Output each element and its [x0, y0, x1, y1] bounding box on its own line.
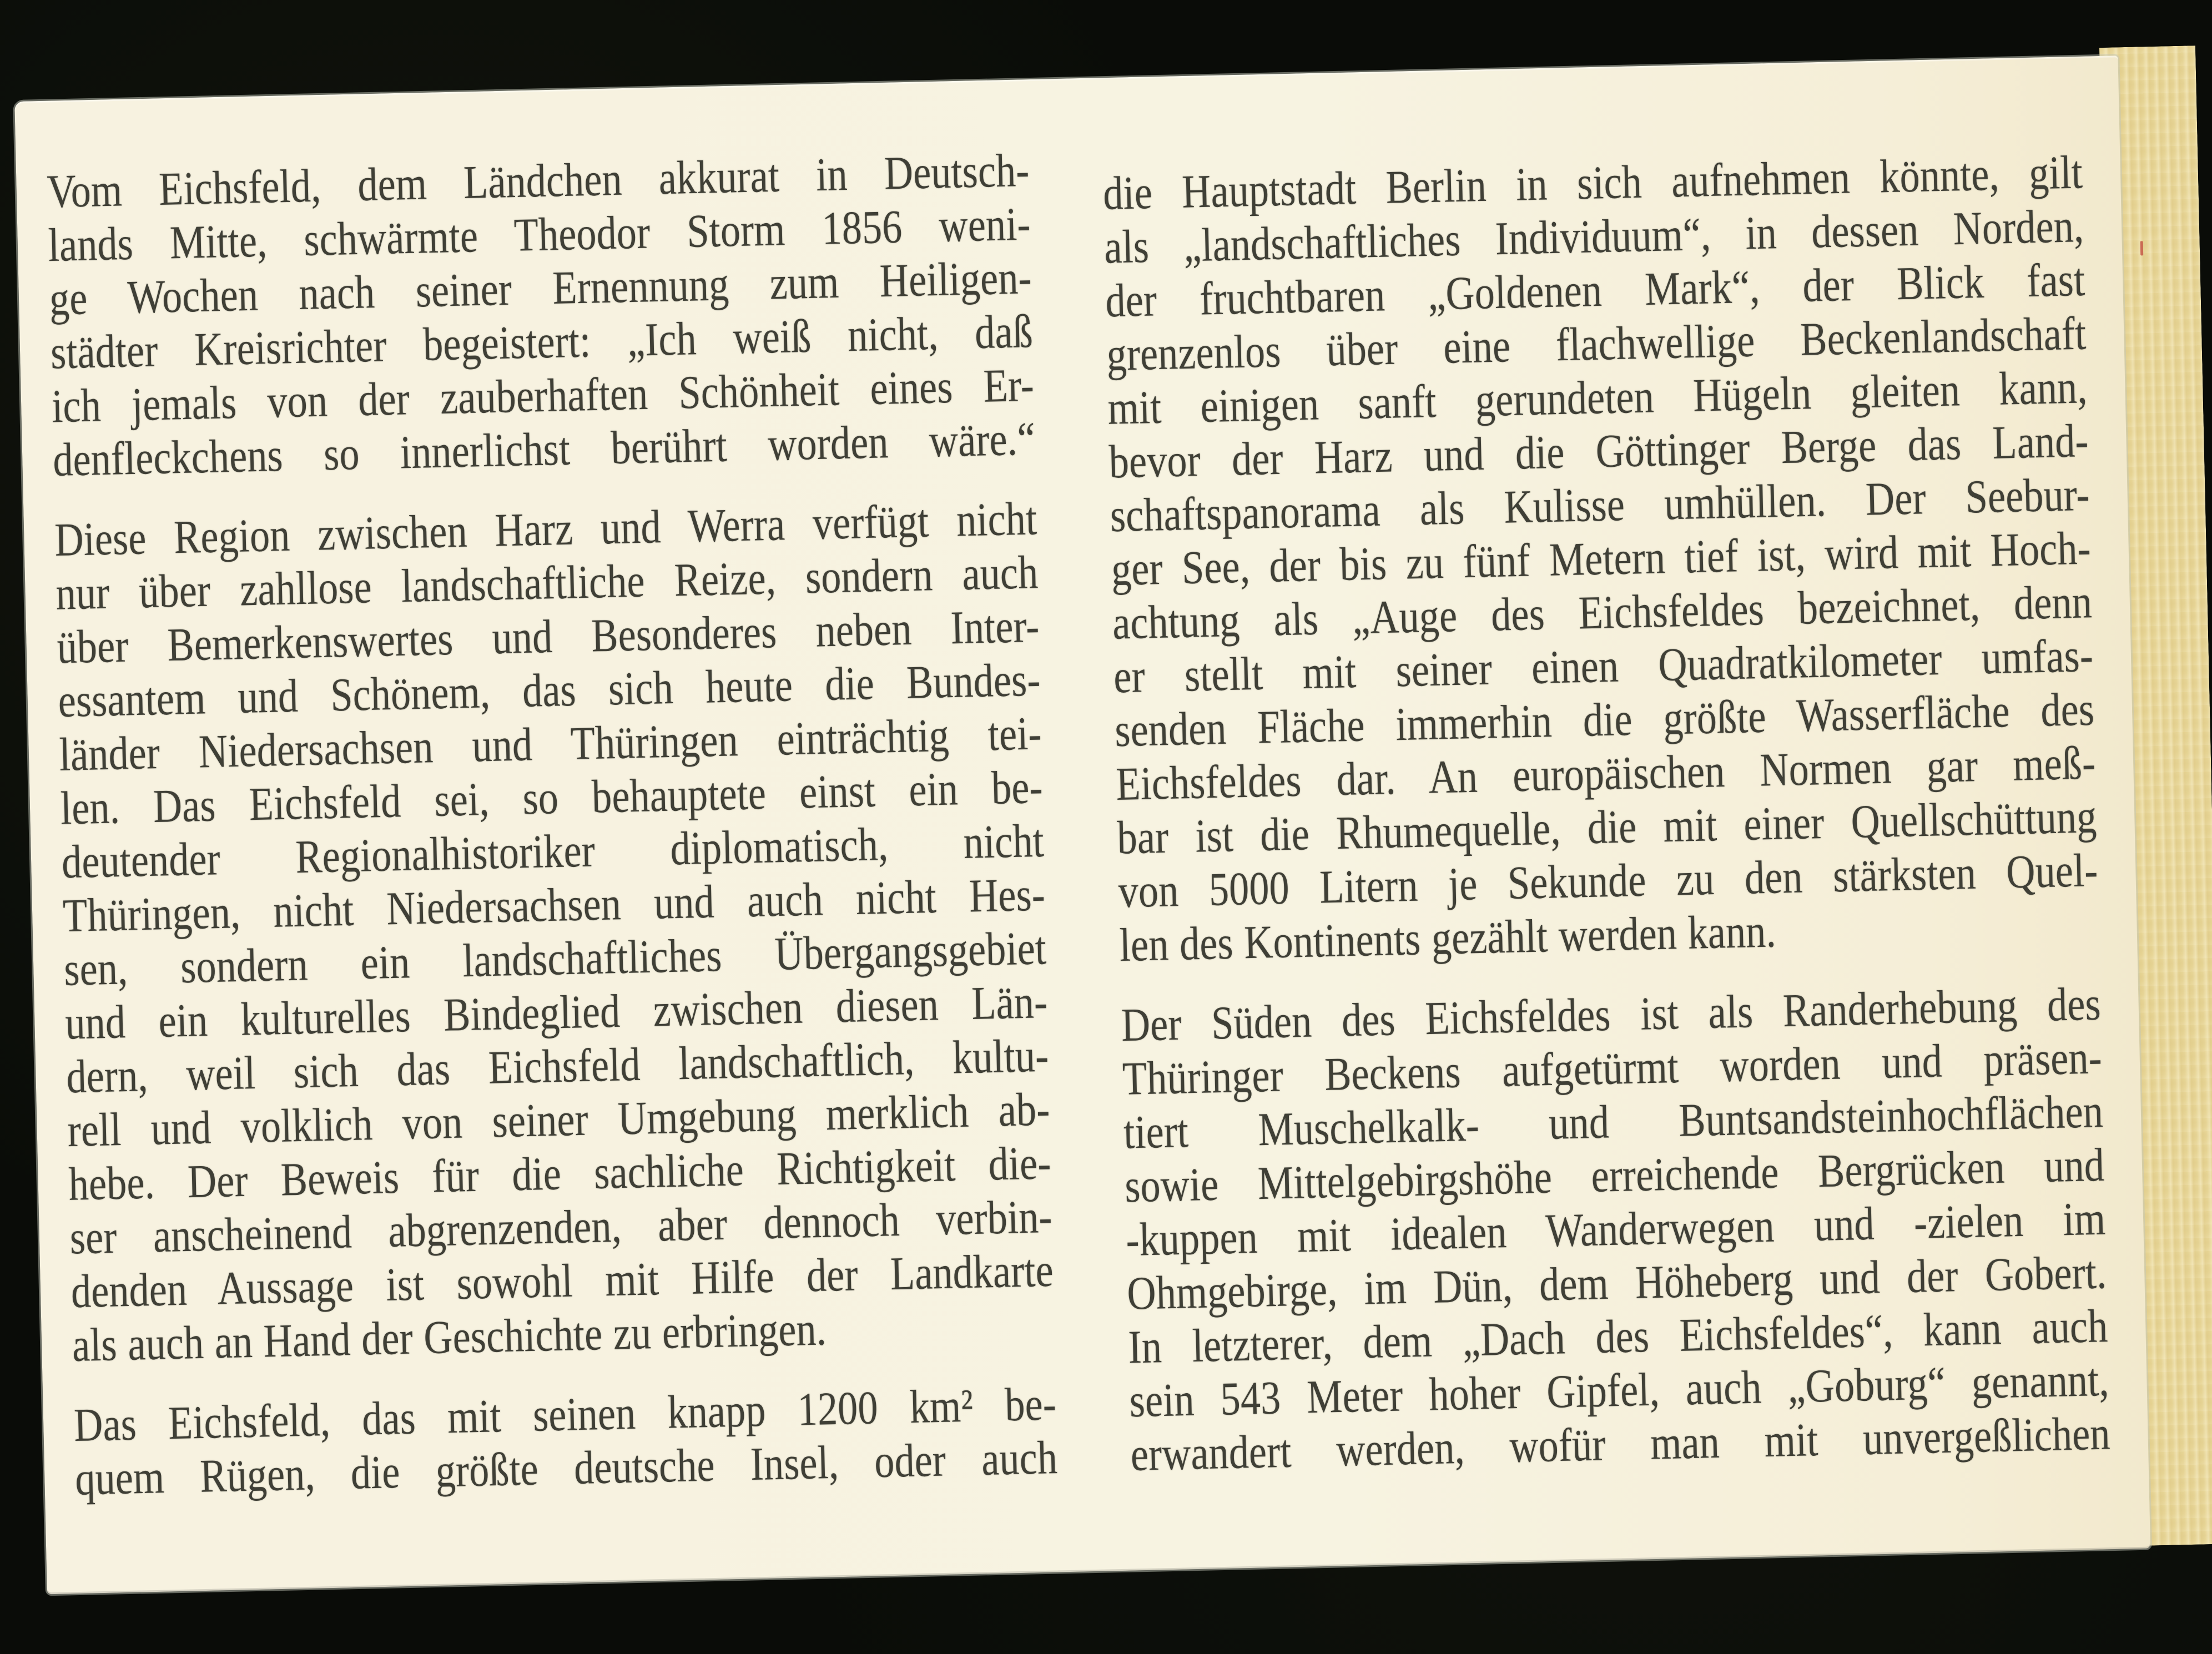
text-line: Diese Region zwischen Harz und Werra verfügt nicht	[54, 492, 1038, 566]
text-line: tiert Muschelkalk- und Buntsandsteinhochflächen	[1123, 1085, 2104, 1159]
paragraph	[54, 492, 1055, 1372]
text-line: ger See, der bis zu fünf Metern tief ist, wird mit Hoch-	[1111, 522, 2092, 596]
text-line: Vom Eichsfeld, dem Ländchen akkurat in Deutsch-	[46, 144, 1030, 218]
text-line: schaftspanorama als Kulisse umhüllen. Der Seebur-	[1109, 468, 2090, 542]
text-line: die Hauptstadt Berlin in sich aufnehmen könnte, gilt	[1102, 145, 2083, 220]
text-line: grenzenlos über eine flachwellige Beckenlandschaft	[1106, 307, 2087, 381]
text-line: deutender Regionalhistoriker diplomatisch, nicht	[61, 814, 1045, 889]
text-line: lands Mitte, schwärmte Theodor Storm 1856 weni-	[47, 197, 1031, 271]
scanned-sheet	[0, 23, 2212, 1620]
text-line: mit einigen sanft gerundeten Hügeln gleiten kann,	[1107, 360, 2088, 435]
red-mark	[2140, 241, 2144, 255]
text-line: von 5000 Litern je Sekunde zu den stärksten Quel-	[1117, 844, 2099, 918]
paragraph	[1102, 145, 2099, 972]
text-line: bevor der Harz und die Göttinger Berge das Land-	[1108, 414, 2089, 488]
text-line: ich jemals von der zauberhaften Schönheit eines Er-	[51, 359, 1035, 433]
text-line: rell und volklich von seiner Umgebung merklich ab-	[67, 1082, 1051, 1157]
text-line: ge Wochen nach seiner Ernennung zum Heiligen-	[48, 251, 1032, 325]
text-line: len des Kontinents gezählt werden kann.	[1118, 904, 1777, 972]
text-line: essantem und Schönem, das sich heute die Bundes-	[57, 653, 1041, 728]
text-line: sowie Mittelgebirgshöhe erreichende Bergrücken und	[1124, 1138, 2105, 1213]
text-line: Ohmgebirge, im Dün, dem Höheberg und der Gobert.	[1126, 1245, 2108, 1320]
text-line: senden Fläche immerhin die größte Wasserfläche des	[1114, 683, 2095, 757]
text-line: Der Süden des Eichsfeldes ist als Randerhebung des	[1120, 977, 2102, 1051]
text-line: als auch an Hand der Geschichte zu erbringen.	[72, 1302, 827, 1371]
paragraph	[73, 1377, 1058, 1506]
text-line: achtung als „Auge des Eichsfeldes bezeichnet, denn	[1112, 575, 2093, 649]
text-line: len. Das Eichsfeld sei, so behauptete einst ein be-	[60, 760, 1044, 835]
text-line: Thüringen, nicht Niedersachsen und auch nicht Hes-	[62, 868, 1046, 942]
left-text-column	[47, 143, 1058, 1506]
text-line: der fruchtbaren „Goldenen Mark“, der Blick fast	[1105, 253, 2086, 327]
text-line: nur über zahllose landschaftliche Reize, sondern auch	[55, 546, 1039, 620]
text-line: Das Eichsfeld, das mit seinen knapp 1200 km² be-	[73, 1377, 1057, 1451]
right-text-column	[1102, 145, 2110, 1481]
text-line: In letzterer, dem „Dach des Eichsfeldes“, kann auch	[1127, 1299, 2109, 1374]
text-line: als „landschaftliches Individuum“, in dessen Norden,	[1104, 199, 2085, 274]
text-line: ser anscheinend abgrenzenden, aber dennoch verbin-	[69, 1190, 1053, 1264]
text-line: und ein kulturelles Bindeglied zwischen diesen Län-	[64, 975, 1049, 1050]
text-line: bar ist die Rhumequelle, die mit einer Quellschüttung	[1116, 790, 2098, 864]
paragraph	[47, 143, 1036, 487]
page-paper	[14, 56, 2150, 1594]
text-line: er stellt mit seiner einen Quadratkilometer umfas-	[1113, 629, 2094, 703]
text-line: Eichsfeldes dar. An europäischen Normen gar meß-	[1115, 736, 2097, 810]
text-line: quem Rügen, die größte deutsche Insel, oder auch	[74, 1431, 1059, 1505]
text-line: sen, sondern ein landschaftliches Übergangsgebiet	[63, 921, 1047, 996]
text-line: hebe. Der Beweis für die sachliche Richtigkeit die-	[68, 1136, 1052, 1211]
text-line: städter Kreisrichter begeistert: „Ich weiß nicht, daß	[50, 305, 1034, 379]
text-line: sein 543 Meter hoher Gipfel, auch „Goburg“ genannt,	[1128, 1353, 2110, 1428]
text-line: erwandert werden, wofür man mit unvergeßlichen	[1130, 1406, 2111, 1481]
paragraph	[1121, 977, 2111, 1481]
text-line: über Bemerkenswertes und Besonderes neben Inter-	[56, 599, 1040, 674]
text-line: Thüringer Beckens aufgetürmt worden und präsen-	[1122, 1031, 2103, 1105]
text-line: dern, weil sich das Eichsfeld landschaftlich, kultu-	[65, 1029, 1050, 1103]
text-line: denfleckchens so innerlichst berührt worden wäre.“	[52, 412, 1036, 486]
text-line: denden Aussage ist sowohl mit Hilfe der Landkarte	[70, 1244, 1054, 1318]
text-line: länder Niedersachsen und Thüringen einträchtig tei-	[58, 707, 1042, 781]
text-line: -kuppen mit idealen Wanderwegen und -zielen im	[1125, 1192, 2107, 1266]
